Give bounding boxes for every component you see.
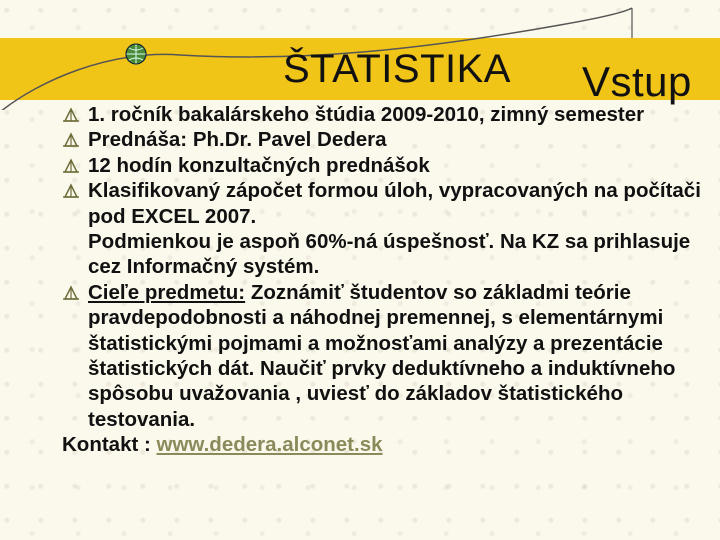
contact-label: Kontakt :	[62, 433, 157, 457]
item-text: 12 hodín konzultačných prednášok	[88, 153, 430, 177]
goal-label: Cieľe predmetu:	[88, 280, 246, 304]
list-item	[62, 153, 712, 178]
globe-icon	[124, 42, 148, 66]
item-text: 1. ročník bakalárskeho štúdia 2009-2010, zimný semester	[88, 103, 645, 126]
pen-bullet-icon	[62, 182, 80, 200]
slide-title: ŠTATISTIKA	[283, 47, 511, 91]
list-item	[62, 102, 712, 127]
pen-bullet-icon	[62, 284, 80, 302]
goal-item	[62, 280, 712, 432]
item-text: Klasifikovaný zápočet formou úloh, vypracovaných na počítači pod EXCEL 2007.	[88, 179, 701, 228]
slide-subtitle: Vstup	[582, 58, 692, 105]
pen-bullet-icon	[62, 157, 80, 175]
list-item	[62, 178, 712, 229]
continuation-text: Podmienkou je aspoň 60%-ná úspešnosť. Na KZ sa prihlasuje cez Informačný systém.	[88, 230, 691, 279]
pen-bullet-icon	[62, 106, 80, 124]
contact-link[interactable]: www.dedera.alconet.sk	[156, 433, 383, 457]
item-text: Prednáša: Ph.Dr. Pavel Dedera	[88, 128, 387, 152]
content-body	[62, 102, 712, 458]
goal-text: Zoznámiť študentov so základmi teórie pravdepodobnosti a náhodnej premennej, s elementárnymi štatistickými pojmami a možnosťami analýzy a prezentácie štatistických dát. Naučiť prvky deduktívneho a induktívneho spôsobu uvažovania , uviesť do základov štatistického testovania.	[88, 280, 676, 431]
contact-line	[62, 432, 712, 457]
pen-bullet-icon	[62, 131, 80, 149]
list-item	[62, 127, 712, 152]
